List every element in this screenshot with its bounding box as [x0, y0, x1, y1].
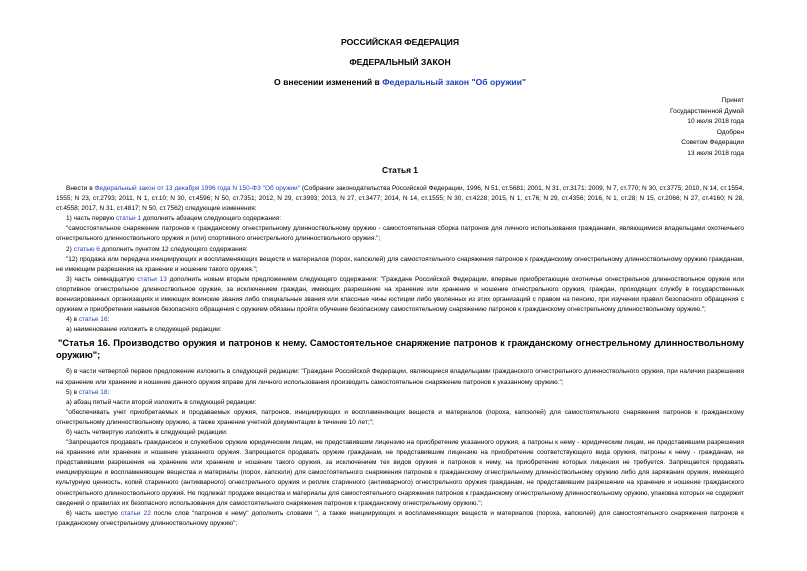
paragraph-4b: б) в части четвертой первое предложение изложить в следующей редакции: "Граждане Российской Федерации, являющиеся владельцами гражданского огнестрельного длинноствольного оружия, при наличии разрешения на хранение или хранение и ношение данного оружия вправе для личного использования производить самостоятельное снаряжение патронов к указанному оружию."; — [56, 368, 744, 386]
article-13-link[interactable]: статьи 13 — [137, 275, 167, 283]
article-1-link[interactable]: статьи 1 — [116, 215, 142, 223]
text: 6) часть шестую — [66, 509, 121, 517]
text: дополнить новым вторым предложением следующего содержания: "Граждане Российской Федерации, впервые приобретающие охотничье огнестрельное длинноствольное оружие или спортивное огнестрельное длинноствольное оружие, за исключением граждан, имеющих разрешение на хранение или хранение и ношение огнестрельного оружия, граждан, проходящих службу в государственных военизированных организациях и имеющих воинские звания либо специальные звания или классные чины юстиции либо уволенных из этих организаций с правом на пенсию, при изучении правил безопасного обращения с оружием и приобретении навыков безопасного обращения с оружием обязаны пройти обучение безопасному самостоятельному снаряжению патронов к гражданскому огнестрельному длинноствольному оружию."; — [56, 275, 744, 314]
paragraph-intro — [56, 184, 744, 214]
paragraph-quote-4: "Запрещается продавать гражданское и служебное оружие юридическим лицам, не представившим лицензию на приобретение указанного оружия, а патроны к нему - юридическим лицам, не представившим разрешения на хранение или хранение и ношение указанного оружия. Запрещается продавать оружие гражданам, не представившим лицензию на приобретение соответствующего вида оружия, патроны к нему - гражданам, не представившим разрешения на хранение или хранение и ношение такого оружия, за исключением тех видов оружия и патронов к нему, на приобретение которых лицензия не требуется. Запрещается продавать инициирующие и воспламеняющие вещества и материалы (порох, капсюли) для самостоятельного снаряжения патронов к гражданскому огнестрельному длинноствольному оружию либо для заряжания оружия, имеющего культурную ценность, копий старинного (антикварного) огнестрельного оружия и реплик старинного (антикварного) огнестрельного оружия гражданам, не представившим разрешение на хранение и ношение гражданского огнестрельного длинноствольного оружия. Не подлежат продаже вещества и материалы для самостоятельного снаряжения патронов к гражданскому огнестрельному длинноствольному оружию, упаковка которых не содержит сведений о правилах их безопасного использования для самостоятельного снаряжения патронов к гражданскому огнестрельному оружию."; — [56, 439, 744, 507]
article-6-link[interactable]: статью 6 — [73, 245, 100, 253]
country-heading: РОССИЙСКАЯ ФЕДЕРАЦИЯ — [340, 37, 460, 47]
paragraph-quote-1: "самостоятельное снаряжение патронов к гражданскому огнестрельному длинноствольному оружию - самостоятельная сборка патронов для личного использования гражданами, являющимися владельцами охотничьего огнестрельного длинноствольного оружия и (или) спортивного огнестрельного длинноствольного оружия."; — [56, 225, 744, 243]
law-type-heading: ФЕДЕРАЛЬНЫЙ ЗАКОН — [349, 57, 451, 67]
adoption-block — [56, 96, 744, 159]
adoption-line-6: 13 июля 2018 года — [687, 149, 744, 157]
text: (Собрание законодательства Российской Федерации, 1996, N 51, ст.5681; 2001, N 31, ст.3171; 2009, N 7, ст.770; N 30, ст.3775; 2010, N 14, ст.1554, 1555; N 23, ст.2793; 2011, N 1, ст.10; N 30, ст.4596; N 50, ст.7351; 2012, N 29, ст.3993; 2013, N 27, ст.3477; 2014, N 14, ст.1555; N 30, ст.4228; 2015, N 1, ст.76; N 29, ст.4356; 2016, N 1, ст.28; N 15, ст.2066; N 27, ст.4160; N 28, ст.4558; 2017, N 31, ст.4817; N 50, ст.7562) следующие изменения: — [56, 185, 745, 213]
text: 1) часть первую — [66, 215, 116, 223]
law-title — [56, 77, 744, 88]
adoption-line-2: Государственной Думой — [670, 107, 744, 115]
paragraph-item-4 — [56, 315, 744, 325]
article-22-link[interactable]: статьи 22 — [120, 509, 151, 517]
text: дополнить абзацем следующего содержания: — [141, 215, 282, 223]
text: : — [107, 316, 110, 324]
paragraph-quote-2: "12) продажа или передача инициирующих и воспламеняющих веществ и материалов (порох, капсюлей) для самостоятельного снаряжения патронов к гражданскому огнестрельному длинноствольному оружию гражданам, не имеющим разрешения на хранение и ношение такого оружия."; — [56, 255, 744, 273]
adoption-line-5: Советом Федерации — [681, 139, 744, 146]
paragraph-4a: а) наименование изложить в следующей редакции: — [66, 326, 222, 334]
article-18-link[interactable]: статье 18 — [78, 388, 108, 396]
paragraph-item-2 — [56, 245, 744, 255]
law-title-prefix: О внесении изменений в — [274, 77, 383, 87]
article-16-link[interactable]: статье 16 — [78, 316, 108, 324]
paragraph-item-3 — [56, 275, 744, 315]
paragraph-item-5 — [56, 388, 744, 398]
text: Внести в — [66, 185, 95, 192]
adoption-line-3: 10 июля 2018 года — [687, 118, 744, 125]
paragraph-5a: а) абзац пятый части второй изложить в следующей редакции: — [66, 398, 257, 406]
text: 3) часть семнадцатую — [66, 275, 138, 283]
paragraph-5b: б) часть четвертую изложить в следующей редакции: — [66, 428, 228, 436]
article-body — [56, 184, 744, 529]
adoption-line-4: Одобрен — [716, 128, 744, 136]
paragraph-item-6 — [56, 509, 744, 529]
text: 2) — [66, 245, 74, 253]
law-reference-link[interactable]: Федеральный закон от 13 декабря 1996 года N 150-ФЗ "Об оружии" — [94, 185, 300, 192]
text: 4) в — [66, 316, 79, 324]
text: : — [107, 388, 110, 396]
paragraph-item-1 — [56, 214, 744, 224]
paragraph-quote-3: "обеспечивать учет приобретаемых и продаваемых оружия, патронов, инициирующих и воспламеняющих веществ и материалов (пороха, капсюлей) для самостоятельного снаряжения патронов к гражданскому огнестрельному длинноствольному оружию, а также хранение учетной документации в течение 10 лет;"; — [56, 408, 744, 426]
text: 5) в — [66, 388, 79, 396]
article-heading: Статья 1 — [382, 165, 418, 175]
text: после слов "патронов к нему" дополнить словами ", а также инициирующих и воспламеняющих веществ и материалов (пороха, капсюлей) для самостоятельного снаряжения патронов к гражданскому огнестрельному длинноствольному оружию"; — [56, 509, 744, 527]
law-title-link[interactable]: Федеральный закон "Об оружии" — [382, 77, 526, 87]
text: дополнить пунктом 12 следующего содержания: — [99, 245, 248, 253]
adoption-line-1: Принят — [721, 97, 744, 104]
article-16-new-title: "Статья 16. Производство оружия и патронов к нему. Самостоятельное снаряжение патронов к гражданскому огнестрельному длинноствольному оружию"; — [56, 338, 744, 361]
